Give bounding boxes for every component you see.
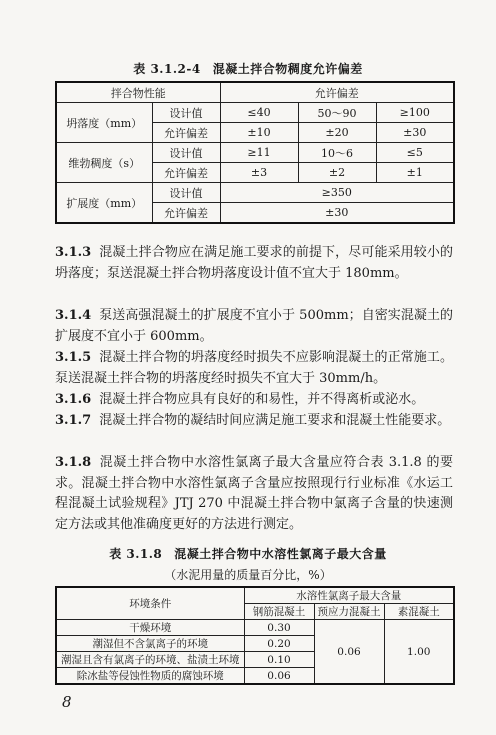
clause-number: 3.1.6 <box>55 392 92 407</box>
table-cell: 潮湿但不含氯离子的环境 <box>56 636 244 652</box>
clause-text: 混凝土拌合物应在满足施工要求的前提下，尽可能采用较小的坍落度；泵送混凝土拌合物坍落度设计值不宜大于 180mm。 <box>55 245 453 281</box>
clause-number: 3.1.8 <box>55 455 92 470</box>
table1-caption <box>0 60 496 77</box>
clause-paragraph <box>55 411 453 432</box>
clause-number: 3.1.7 <box>55 413 92 428</box>
table-cell: ±3 <box>220 163 298 183</box>
table1-title: 混凝土拌合物稠度允许偏差 <box>212 62 363 76</box>
table-cell: ±20 <box>298 123 376 143</box>
table2-subtitle: （水泥用量的质量百分比，%） <box>164 568 332 582</box>
table2-header-pc: 预应力混凝土 <box>314 604 384 620</box>
slump-tolerance-table <box>55 81 455 224</box>
table-row <box>56 183 454 203</box>
table-row <box>56 103 454 123</box>
clause-paragraph <box>55 306 453 347</box>
table-row <box>56 143 454 163</box>
table2-plain-value: 1.00 <box>384 620 454 685</box>
clause-number: 3.1.5 <box>55 350 92 365</box>
clause-text: 混凝土拌合物中水溶性氯离子最大含量应符合表 3.1.8 的要求。混凝土拌合物中水溶性氯离子含量应按照现行行业标准《水运工程混凝土试验规程》JTJ 270 中混凝土拌合物中氯离子含量的快速测定方法或其他准确度更好的方法进行测定。 <box>55 455 453 532</box>
table-cell: ±10 <box>220 123 298 143</box>
table-cell: 允许偏差 <box>152 123 220 143</box>
table-cell: 干燥环境 <box>56 620 244 636</box>
table-cell: 潮湿且含有氯离子的环境、盐渍土环境 <box>56 652 244 668</box>
table-cell: 除冰盐等侵蚀性物质的腐蚀环境 <box>56 668 244 685</box>
table2-number: 表 3.1.8 <box>109 547 163 561</box>
clause-number: 3.1.4 <box>55 308 92 323</box>
table1-header-tolerance: 允许偏差 <box>220 82 454 103</box>
table1-group-label: 扩展度（mm） <box>56 183 152 224</box>
table-cell: 0.30 <box>244 620 314 636</box>
table-cell: 0.20 <box>244 636 314 652</box>
table-cell: ≤5 <box>376 143 454 163</box>
table-cell: 0.10 <box>244 652 314 668</box>
table1-header-property: 拌合物性能 <box>56 82 220 103</box>
table-cell: 允许偏差 <box>152 203 220 224</box>
table-cell: 50～90 <box>298 103 376 123</box>
table-cell: 设计值 <box>152 103 220 123</box>
clause-text: 混凝土拌合物的凝结时间应满足施工要求和混凝土性能要求。 <box>99 413 451 428</box>
table2-title: 混凝土拌合物中水溶性氯离子最大含量 <box>174 547 387 561</box>
table-cell: ±30 <box>376 123 454 143</box>
table2-caption <box>0 545 496 562</box>
table-cell: ≥100 <box>376 103 454 123</box>
table1-group-label: 维勃稠度（s） <box>56 143 152 183</box>
clause-number: 3.1.3 <box>55 245 92 260</box>
table-cell: 设计值 <box>152 143 220 163</box>
clause-text: 混凝土拌合物应具有良好的和易性，并不得离析或泌水。 <box>99 392 425 407</box>
table-cell: ≥11 <box>220 143 298 163</box>
table-cell: 0.06 <box>244 668 314 685</box>
clause-paragraph <box>55 453 453 535</box>
table2-header-group: 水溶性氯离子最大含量 <box>244 587 454 604</box>
table1-number: 表 3.1.2-4 <box>133 62 201 76</box>
clause-paragraph <box>55 390 453 411</box>
page-number: 8 <box>62 693 72 711</box>
table-cell: ≥350 <box>220 183 454 203</box>
chloride-content-table <box>55 586 455 685</box>
table-cell: ±2 <box>298 163 376 183</box>
clause-paragraph <box>55 243 453 284</box>
table-cell: ≤40 <box>220 103 298 123</box>
clause-text: 泵送高强混凝土的扩展度不宜小于 500mm；自密实混凝土的扩展度不宜小于 600mm。 <box>55 308 453 344</box>
table-cell: 设计值 <box>152 183 220 203</box>
clause-text: 混凝土拌合物的坍落度经时损失不应影响混凝土的正常施工。泵送混凝土拌合物的坍落度经时损失不宜大于 30mm/h。 <box>55 350 453 386</box>
table-cell: 10～6 <box>298 143 376 163</box>
clause-paragraph <box>55 348 453 389</box>
table2-header-plain: 素混凝土 <box>384 604 454 620</box>
table-row <box>56 620 454 636</box>
table2-pc-value: 0.06 <box>314 620 384 685</box>
table-cell: 允许偏差 <box>152 163 220 183</box>
table1-group-label: 坍落度（mm） <box>56 103 152 143</box>
table-cell: ±1 <box>376 163 454 183</box>
table-cell: ±30 <box>220 203 454 224</box>
table2-header-rc: 钢筋混凝土 <box>244 604 314 620</box>
table2-header-env: 环境条件 <box>56 587 244 620</box>
